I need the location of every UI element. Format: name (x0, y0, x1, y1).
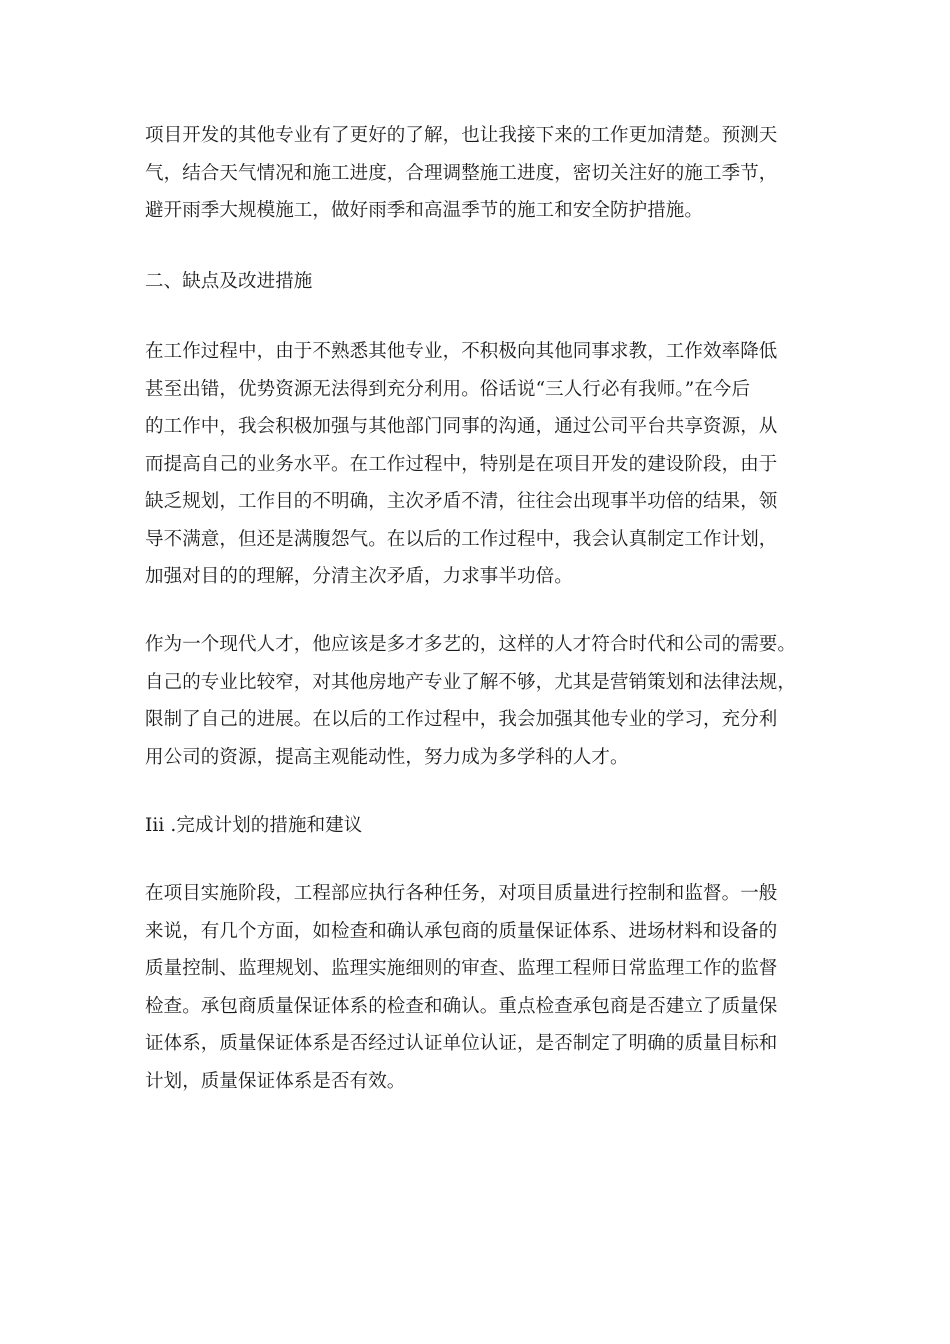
paragraph-line: 导不满意，但还是满腹怨气。在以后的工作过程中，我会认真制定工作计划， (145, 528, 778, 550)
paragraph-line: 用公司的资源，提高主观能动性，努力成为多学科的人才。 (145, 746, 629, 768)
paragraph-line: 避开雨季大规模施工，做好雨季和高温季节的施工和安全防护措施。 (145, 200, 704, 221)
paragraph-line: 在项目实施阶段，工程部应执行各种任务，对项目质量进行控制和监督。一般 (145, 883, 778, 904)
paragraph-line: 甚至出错，优势资源无法得到充分利用。俗话说“三人行必有我师。”在今后 (145, 378, 751, 400)
paragraph-measures (145, 875, 810, 1100)
paragraph-line: 作为一个现代人才，他应该是多才多艺的，这样的人才符合时代和公司的需要。 (145, 634, 797, 655)
section-heading: Iii .完成计划的措施和建议 (145, 815, 363, 836)
paragraph-line: 在工作过程中，由于不熟悉其他专业，不积极向其他同事求教，工作效率降低 (145, 341, 778, 362)
paragraph-line: 缺乏规划，工作目的不明确，主次矛盾不清，往往会出现事半功倍的结果，领 (145, 491, 778, 512)
paragraph-line: 而提高自己的业务水平。在工作过程中，特别是在项目开发的建设阶段，由于 (145, 453, 778, 475)
paragraph-intro (145, 117, 810, 230)
section-heading-shortcomings (145, 263, 810, 301)
paragraph-line: 加强对目的的理解，分清主次矛盾，力求事半功倍。 (145, 566, 573, 587)
paragraph-line: 项目开发的其他专业有了更好的了解，也让我接下来的工作更加清楚。预测天 (145, 125, 778, 146)
paragraph-line: 自己的专业比较窄，对其他房地产专业了解不够，尤其是营销策划和法律法规， (145, 671, 797, 693)
paragraph-line: 来说，有几个方面，如检查和确认承包商的质量保证体系、进场材料和设备的 (145, 920, 778, 942)
section-heading: 二、缺点及改进措施 (145, 271, 313, 292)
paragraph-line: 气，结合天气情况和施工进度，合理调整施工进度，密切关注好的施工季节， (145, 162, 778, 184)
paragraph-line: 证体系，质量保证体系是否经过认证单位认证，是否制定了明确的质量目标和 (145, 1033, 778, 1054)
paragraph-talent (145, 626, 810, 776)
section-heading-measures (145, 807, 810, 845)
paragraph-line: 计划，质量保证体系是否有效。 (145, 1070, 406, 1092)
paragraph-line: 质量控制、监理规划、监理实施细则的审查、监理工程师日常监理工作的监督 (145, 958, 778, 979)
paragraph-line: 的工作中，我会积极加强与其他部门同事的沟通，通过公司平台共享资源，从 (145, 416, 778, 437)
paragraph-shortcomings (145, 333, 810, 596)
paragraph-line: 限制了自己的进展。在以后的工作过程中，我会加强其他专业的学习，充分利 (145, 709, 778, 730)
paragraph-line: 检查。承包商质量保证体系的检查和确认。重点检查承包商是否建立了质量保 (145, 995, 778, 1017)
